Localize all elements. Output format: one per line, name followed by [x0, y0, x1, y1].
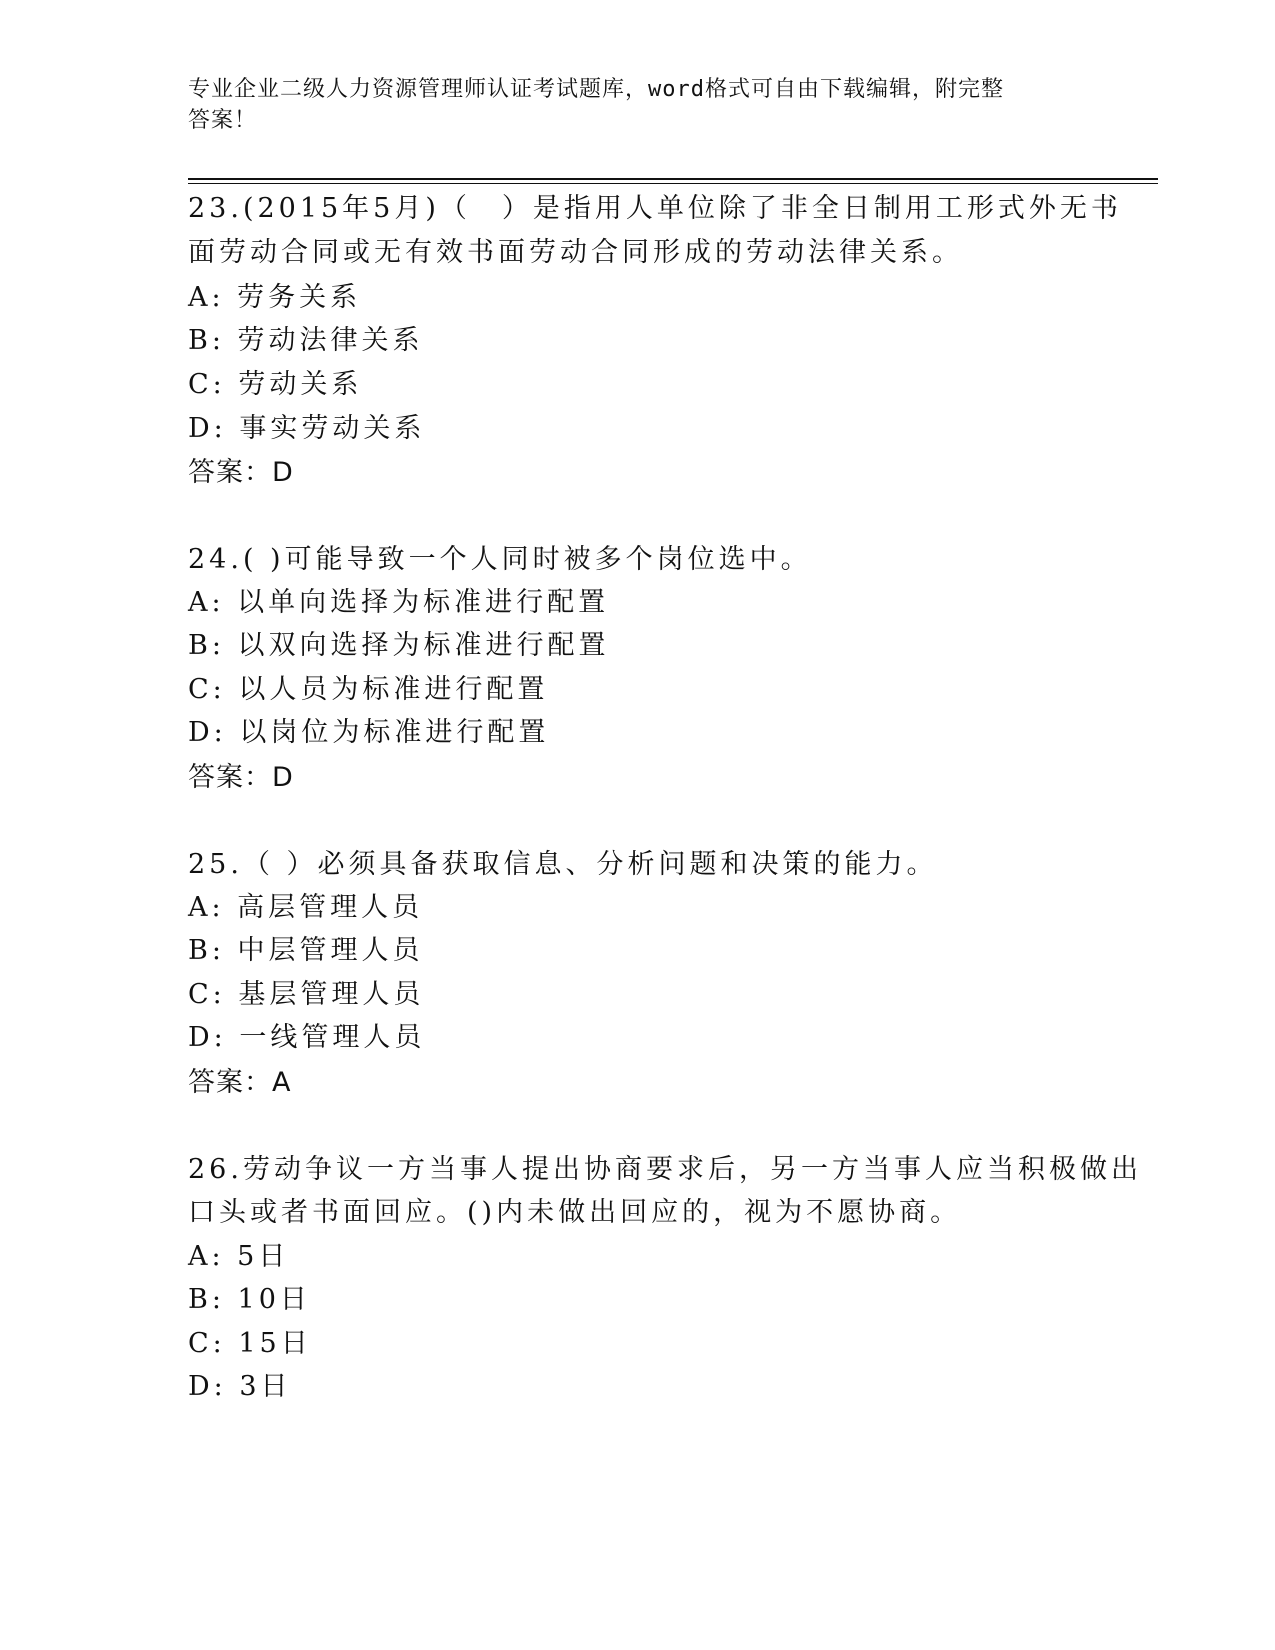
question-23-option-b: B: 劳动法律关系 — [188, 325, 424, 356]
question-23-option-c: C: 劳动关系 — [188, 369, 363, 400]
question-23-stem-line-1: 23.(2015年5月)（ ）是指用人单位除了非全日制用工形式外无书 — [188, 193, 1122, 224]
question-23-option-a: A: 劳务关系 — [188, 282, 362, 313]
question-25-stem-line-1: 25.（ ）必须具备获取信息、分析问题和决策的能力。 — [188, 849, 938, 880]
header-note — [188, 74, 1068, 136]
question-26-stem-line-2: 口头或者书面回应。()内未做出回应的，视为不愿协商。 — [188, 1197, 962, 1228]
question-24-option-a: A: 以单向选择为标准进行配置 — [188, 587, 610, 618]
question-24-stem-line-1: 24.( )可能导致一个人同时被多个岗位选中。 — [188, 544, 812, 575]
question-24-option-c: C: 以人员为标准进行配置 — [188, 674, 549, 705]
question-26-stem-line-1: 26.劳动争议一方当事人提出协商要求后，另一方当事人应当积极做出 — [188, 1154, 1142, 1185]
question-24-option-b: B: 以双向选择为标准进行配置 — [188, 630, 610, 661]
question-26-option-b: B: 10日 — [188, 1284, 311, 1315]
question-25-answer: 答案：A — [188, 1067, 292, 1098]
question-26-option-d: D: 3日 — [188, 1371, 292, 1402]
question-24-option-d: D: 以岗位为标准进行配置 — [188, 717, 550, 748]
question-26-option-c: C: 15日 — [188, 1328, 312, 1359]
header-rule — [188, 178, 1158, 180]
question-26-option-a: A: 5日 — [188, 1241, 290, 1272]
question-25-option-a: A: 高层管理人员 — [188, 892, 424, 923]
question-23-option-d: D: 事实劳动关系 — [188, 413, 426, 444]
question-23-stem-line-2: 面劳动合同或无有效书面劳动合同形成的劳动法律关系。 — [188, 237, 963, 268]
question-24-answer: 答案：D — [188, 762, 294, 793]
question-25-option-b: B: 中层管理人员 — [188, 935, 424, 966]
question-25-option-d: D: 一线管理人员 — [188, 1022, 426, 1053]
header-note-line-1: 专业企业二级人力资源管理师认证考试题库，word格式可自由下载编辑，附完整 — [188, 77, 1004, 102]
question-25-option-c: C: 基层管理人员 — [188, 979, 425, 1010]
question-23-answer: 答案：D — [188, 457, 294, 488]
header-note-line-2: 答案！ — [188, 108, 258, 133]
header-rule-thin — [188, 183, 1158, 184]
